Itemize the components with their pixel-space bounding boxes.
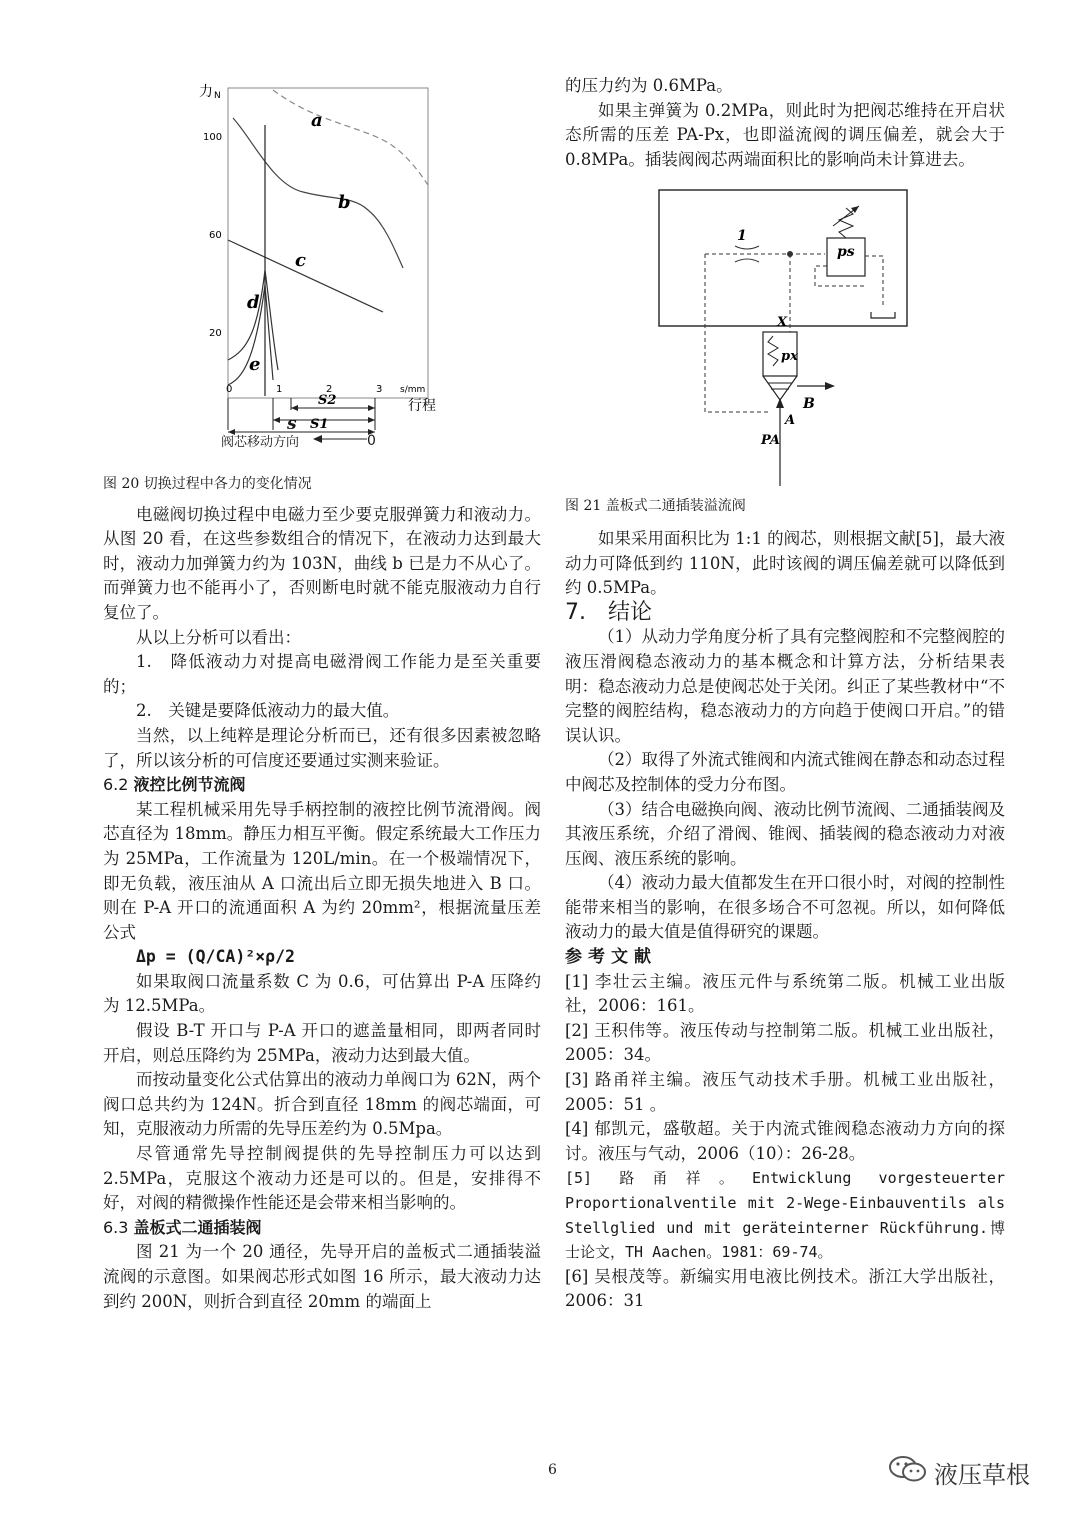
references-title: 参考文献	[565, 947, 657, 968]
page-number: 6	[548, 1462, 557, 1478]
section-6-3-title: 盖板式二通插装阀	[133, 1217, 262, 1237]
right-paragraph-1: 的压力约为 0.6MPa。	[565, 76, 733, 95]
left-paragraph-2: 从以上分析可以看出：	[136, 627, 301, 647]
left-paragraph-5: 如果取阀口流量系数 C 为 0.6，可估算出 P-A 压降约为 12.5MPa。	[103, 971, 541, 1016]
x-tick-2: 2	[326, 384, 333, 395]
curve-label-b: b	[338, 192, 351, 213]
y-tick-60: 60	[209, 230, 222, 241]
wechat-icon	[888, 1454, 928, 1490]
right-paragraph-3: 如果采用面积比为 1:1 的阀芯，则根据文献[5]，最大液动力可降低到约 110N，此时该阀的调压偏差就可以降低到约 0.5MPa。	[565, 528, 1005, 598]
figure-21-diagram	[565, 186, 1005, 486]
junction-dot	[787, 251, 793, 257]
figure-21-caption: 图 21 盖板式二通插装溢流阀	[565, 498, 746, 515]
left-list-item-2: 2. 关键是要降低液动力的最大值。	[136, 701, 400, 721]
figure-20-caption: 图 20 切换过程中各力的变化情况	[103, 476, 312, 492]
y-tick-20: 20	[209, 328, 222, 339]
left-paragraph-9: 图 21 为一个 20 通径，先导开启的盖板式二通插装溢流阀的示意图。如果阀芯形式如图 16 所示，最大液动力达到约 200N，则折合到直径 20mm 的端面上	[103, 1242, 541, 1311]
curve-b	[233, 118, 403, 268]
left-paragraph-8: 尽管通常先导控制阀提供的先导控制压力可以达到 2.5MPa，克服这个液动力还是可以的。但是，安排得不好，对阀的精微操作性能还是会带来相当影响的。	[103, 1144, 541, 1213]
figure-20-chart	[103, 0, 541, 430]
main-spring	[768, 336, 778, 366]
dim-label-s1: S1	[310, 417, 329, 430]
main-cone	[763, 376, 797, 400]
figure-21	[565, 186, 1005, 486]
dim-label-s2: S2	[318, 393, 337, 408]
x-port-label: X	[777, 315, 788, 331]
left-paragraph-1: 电磁阀切换过程中电磁力至少要克服弹簧力和液动力。从图 20 看，在这些参数组合的情况下，在液动力达到最大时，液动力加弹簧力约为 103N，曲线 b 已是力不从心了。而弹簧力也不能再小了，否则断电时就不能克服液动力自行复位了。	[103, 504, 541, 622]
reference-1: [1] 李壮云主编。液压元件与系统第二版。机械工业出版社，2006：161。	[565, 971, 1005, 1016]
flow-formula: Δp = (Q/CA)²×ρ/2	[136, 947, 295, 967]
pilot-line-left	[705, 254, 771, 412]
brand-name: 液压草根	[934, 1460, 1030, 1489]
y-tick-100: 100	[203, 132, 223, 143]
a-port-label: A	[785, 413, 796, 429]
right-column	[565, 74, 1005, 1314]
cover-block	[659, 190, 907, 326]
left-paragraph-4: 某工程机械采用先导手柄控制的液控比例节流滑阀。阀芯直径为 18mm。静压力相互平衡。假定系统最大工作压力为 25MPa，工作流量为 120L/min。在一个极端情况下，即无负载，液压油从 A 口流出后立即无损失地进入 B 口。则在 P-A 开口的流通面积 A 为约 20mm²，根据流量压差公式	[103, 799, 541, 942]
y-axis-unit: N	[214, 91, 221, 101]
reference-3: [3] 路甬祥主编。液压气动技术手册。机械工业出版社，2005：51 。	[565, 1070, 1005, 1114]
left-column	[103, 0, 541, 1314]
curve-label-e: e	[249, 354, 261, 375]
orifice-label: 1	[737, 228, 747, 245]
section-6-2-title: 液控比例节流阀	[133, 775, 246, 795]
curve-label-a: a	[311, 110, 323, 131]
x-axis-label: 行程	[408, 398, 436, 414]
conclusion-3: （3）结合电磁换向阀、液动比例节流阀、二通插装阀及其液压系统，介绍了滑阀、锥阀、插装阀的稳态液动力对液压阀、液压系统的影响。	[565, 799, 1005, 868]
brand-watermark	[888, 1454, 1030, 1490]
reference-4: [4] 郁凯元，盛敬超。关于内流式锥阀稳态液动力方向的探讨。液压与气动，2006（10）：26-28。	[565, 1119, 1005, 1163]
x-tick-3: 3	[376, 384, 383, 395]
pa-label: PA	[761, 433, 780, 449]
left-list-item-1: 1. 降低液动力对提高电磁滑阀工作能力是至关重要的；	[103, 652, 541, 696]
x-tick-0: 0	[226, 384, 233, 395]
right-paragraph-2: 如果主弹簧为 0.2MPa，则此时为把阀芯维持在开启状态所需的压差 PA-Px，也即溢流阀的调压偏差，就会大于 0.8MPa。插装阀阀芯两端面积比的影响尚未计算进去。	[565, 100, 1005, 169]
section-7-heading: 7. 结论	[565, 599, 652, 625]
direction-label: 阀芯移动方向	[221, 435, 300, 450]
dim-label-s: s	[287, 414, 297, 434]
curve-a	[273, 90, 428, 185]
conclusion-4: （4）液动力最大值都发生在开口很小时，对阀的控制性能带来相当的影响，在很多场合不可忽视。所以，如何降低液动力的最大值是值得研究的课题。	[565, 873, 1005, 942]
plot-frame	[228, 88, 428, 398]
reference-5: [5] 路甬祥。Entwicklung vorgesteuerter Proportionalventile mit 2-Wege-Einbauventils als Stellglied und mit geräteinterner Rückführung.博士论文，TH Aachen。1981：69-74。	[565, 1169, 1005, 1262]
left-paragraph-3: 当然，以上纯粹是理论分析而已，还有很多因素被忽略了，所以该分析的可信度还要通过实测来验证。	[103, 725, 541, 770]
curve-label-d: d	[247, 292, 260, 313]
section-6-3-number: 6.3	[103, 1217, 129, 1237]
left-paragraph-7: 而按动量变化公式估算出的液动力单阀口为 62N，两个阀口总共约为 124N。折合到直径 18mm 的阀芯端面，可知，克服液动力所需的先导压差约为 0.5Mpa。	[103, 1070, 541, 1139]
section-6-3-heading	[103, 1216, 541, 1241]
x-unit: s/mm	[400, 385, 426, 395]
y-axis-label: 力	[199, 84, 213, 100]
reference-6: [6] 吴根茂等。新编实用电液比例技术。浙江大学出版社，2006：31	[565, 1266, 1005, 1311]
section-6-2-heading	[103, 773, 541, 798]
zero-label: 0	[367, 433, 376, 449]
pilot-drain	[865, 256, 883, 308]
pilot-ps-label: ps	[837, 244, 855, 261]
direction-arrow	[313, 430, 367, 446]
curve-label-c: c	[295, 250, 306, 271]
figure-20	[103, 0, 541, 430]
reference-2: [2] 王积伟等。液压传动与控制第二版。机械工业出版社，2005：34。	[565, 1020, 1005, 1065]
conclusion-1: （1）从动力学角度分析了具有完整阀腔和不完整阀腔的液压滑阀稳态液动力的基本概念和计算方法，分析结果表明：稳态液动力总是使阀芯处于关闭。纠正了某些教材中“不完整的阀腔结构，稳态液动力的方向趋于使阀口开启。”的错误认识。	[565, 627, 1005, 745]
section-6-2-number: 6.2	[103, 775, 129, 795]
tank-symbol	[871, 312, 895, 318]
left-paragraph-6: 假设 B-T 开口与 P-A 开口的遮盖量相同，即两者同时开启，则总压降约为 25MPa，液动力达到最大值。	[103, 1021, 541, 1065]
b-port-label: B	[803, 396, 815, 413]
conclusion-2: （2）取得了外流式锥阀和内流式锥阀在静态和动态过程中阀芯及控制体的受力分布图。	[565, 750, 1005, 794]
main-px-label: px	[781, 349, 798, 365]
x-tick-1: 1	[276, 384, 283, 395]
